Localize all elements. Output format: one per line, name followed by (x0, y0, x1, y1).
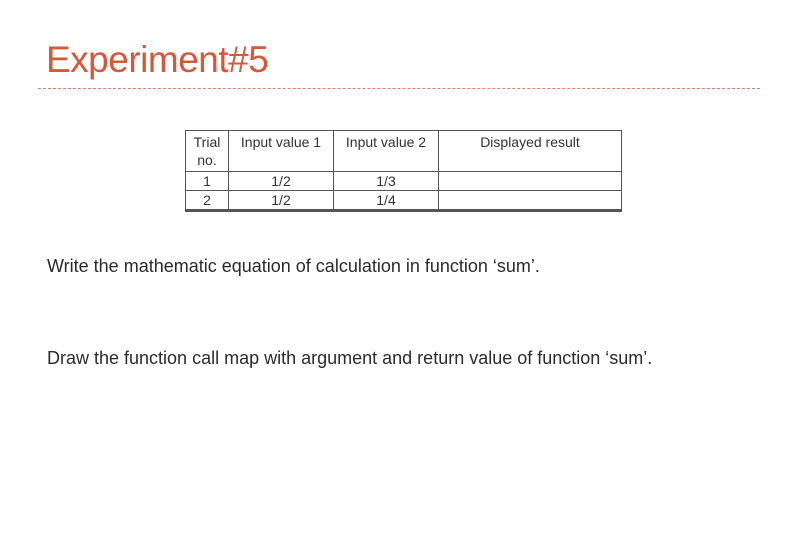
equation-prompt: Write the mathematic equation of calculation in function ‘sum’. (47, 256, 540, 276)
table-row (186, 172, 622, 191)
call-map-prompt: Draw the function call map with argument and return value of function ‘sum’. (47, 348, 653, 368)
cell-displayed-result (439, 191, 622, 211)
header-trial-no: Trial no. (186, 131, 229, 172)
header-input-value-2: Input value 2 (334, 131, 439, 172)
table-header-row (186, 131, 622, 172)
table-row (186, 191, 622, 211)
title-divider (38, 88, 760, 89)
cell-input-value-2: 1/3 (334, 172, 439, 191)
cell-input-value-1: 1/2 (229, 191, 334, 211)
cell-input-value-2: 1/4 (334, 191, 439, 211)
results-table (185, 130, 622, 212)
cell-trial-no: 1 (186, 172, 229, 191)
header-input-value-1: Input value 1 (229, 131, 334, 172)
cell-trial-no: 2 (186, 191, 229, 211)
cell-displayed-result (439, 172, 622, 191)
cell-input-value-1: 1/2 (229, 172, 334, 191)
header-displayed-result: Displayed result (439, 131, 622, 172)
slide-title: Experiment#5 (46, 39, 269, 80)
